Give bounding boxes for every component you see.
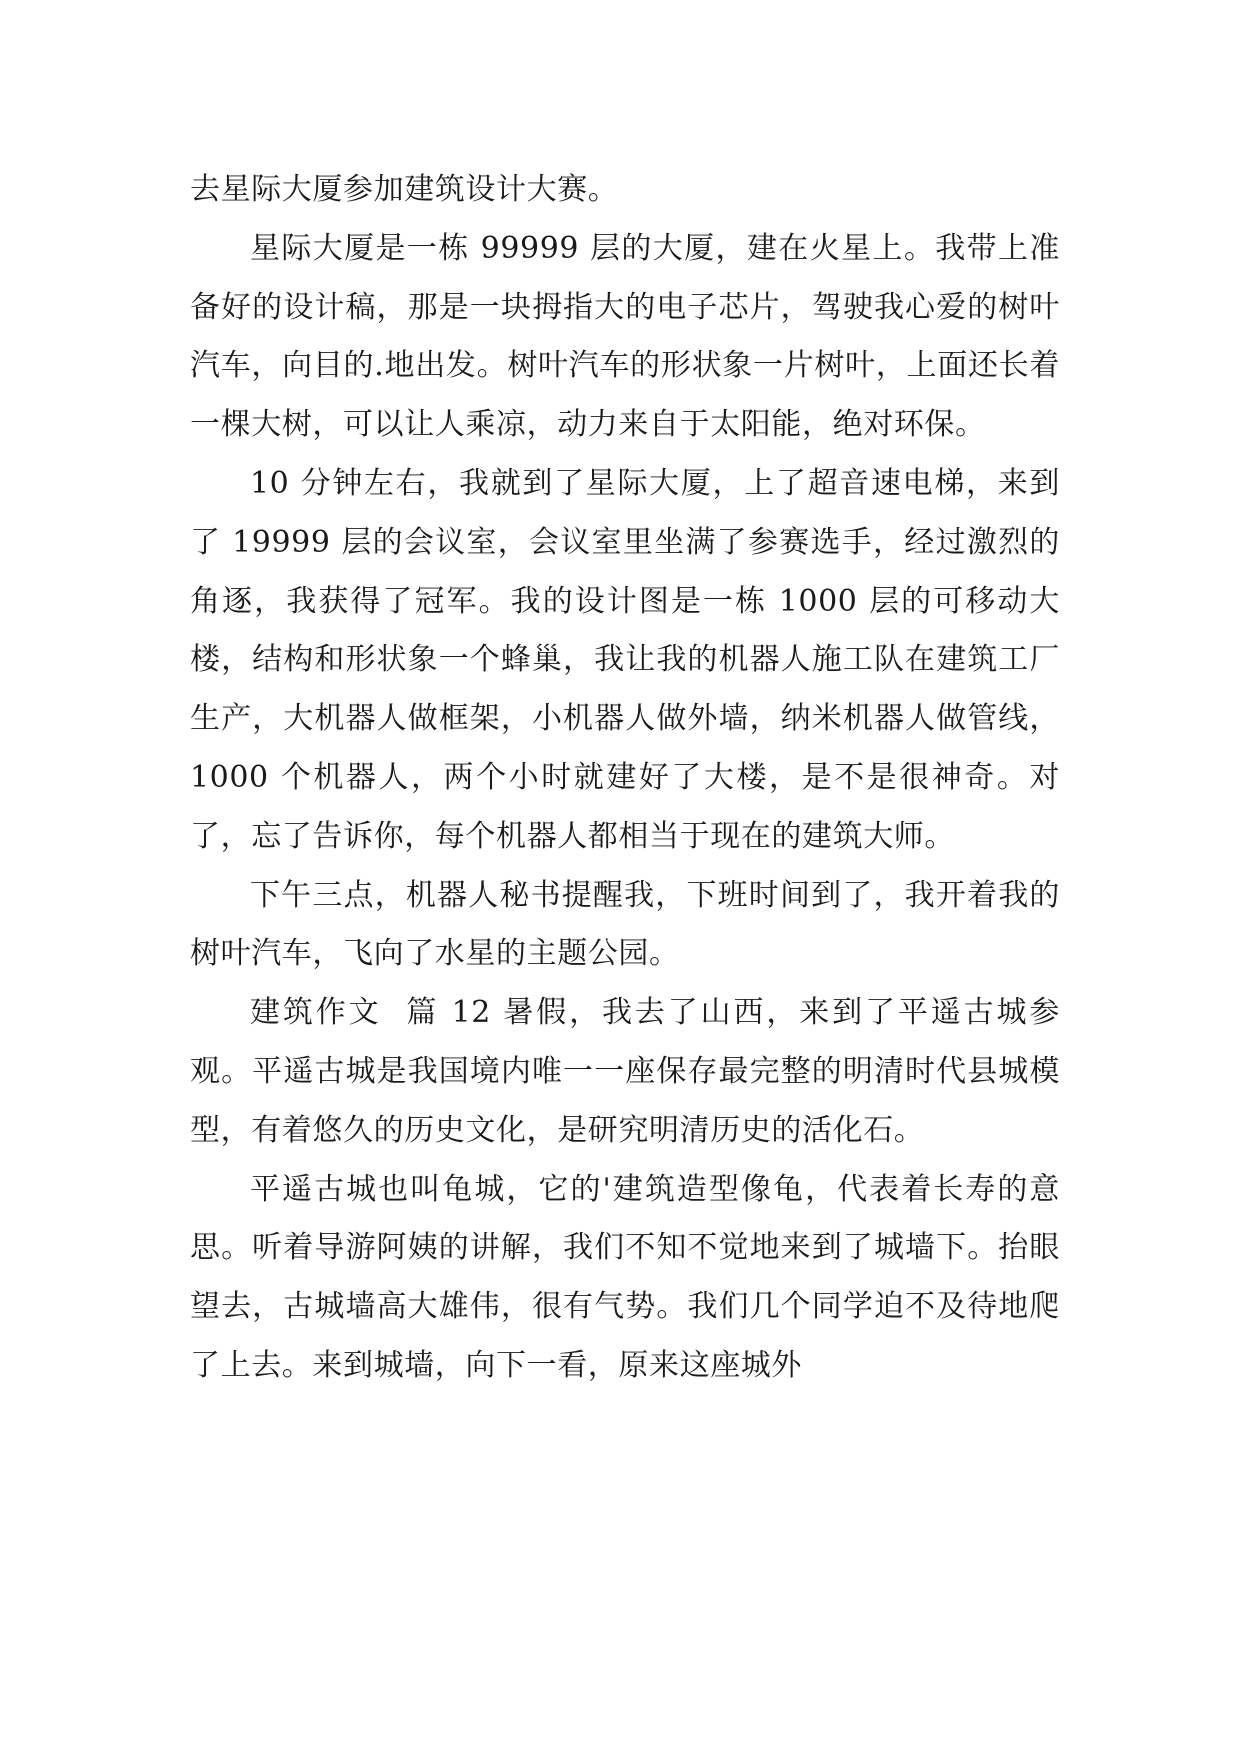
document-body — [190, 161, 1060, 1396]
section-paragraph — [190, 984, 1060, 1160]
section-heading: 建筑作文 篇 12 — [250, 995, 491, 1031]
paragraph: 10 分钟左右，我就到了星际大厦，上了超音速电梯，来到了 19999 层的会议室，会议室里坐满了参赛选手，经过激烈的角逐，我获得了冠军。我的设计图是一栋 1000 层的可移动大楼，结构和形状象一个蜂巢，我让我的机器人施工队在建筑工厂生产，大机器人做框架，小机器人做外墙，纳米机器人做管线，1000 个机器人，两个小时就建好了大楼，是不是很神奇。对了，忘了告诉你，每个机器人都相当于现在的建筑大师。 — [190, 465, 1060, 854]
paragraph: 下午三点，机器人秘书提醒我，下班时间到了，我开着我的树叶汽车，飞向了水星的主题公园。 — [190, 877, 1060, 972]
paragraph-continuation: 去星际大厦参加建筑设计大赛。 — [190, 172, 619, 207]
paragraph: 星际大厦是一栋 99999 层的大厦，建在火星上。我带上准备好的设计稿，那是一块拇指大的电子芯片，驾驶我心爱的树叶汽车，向目的.地出发。树叶汽车的形状象一片树叶，上面还长着一棵大树，可以让人乘凉，动力来自于太阳能，绝对环保。 — [190, 230, 1060, 443]
section-first-paragraph: 暑假，我去了山西，来到了平遥古城参观。平遥古城是我国境内唯一一座保存最完整的明清时代县城模型，有着悠久的历史文化，是研究明清历史的活化石。 — [190, 995, 1060, 1148]
paragraph: 平遥古城也叫龟城，它的'建筑造型像龟，代表着长寿的意思。听着导游阿姨的讲解，我们不知不觉地来到了城墙下。抬眼望去，古城墙高大雄伟，很有气势。我们几个同学迫不及待地爬了上去。来到城墙，向下一看，原来这座城外 — [190, 1171, 1060, 1383]
